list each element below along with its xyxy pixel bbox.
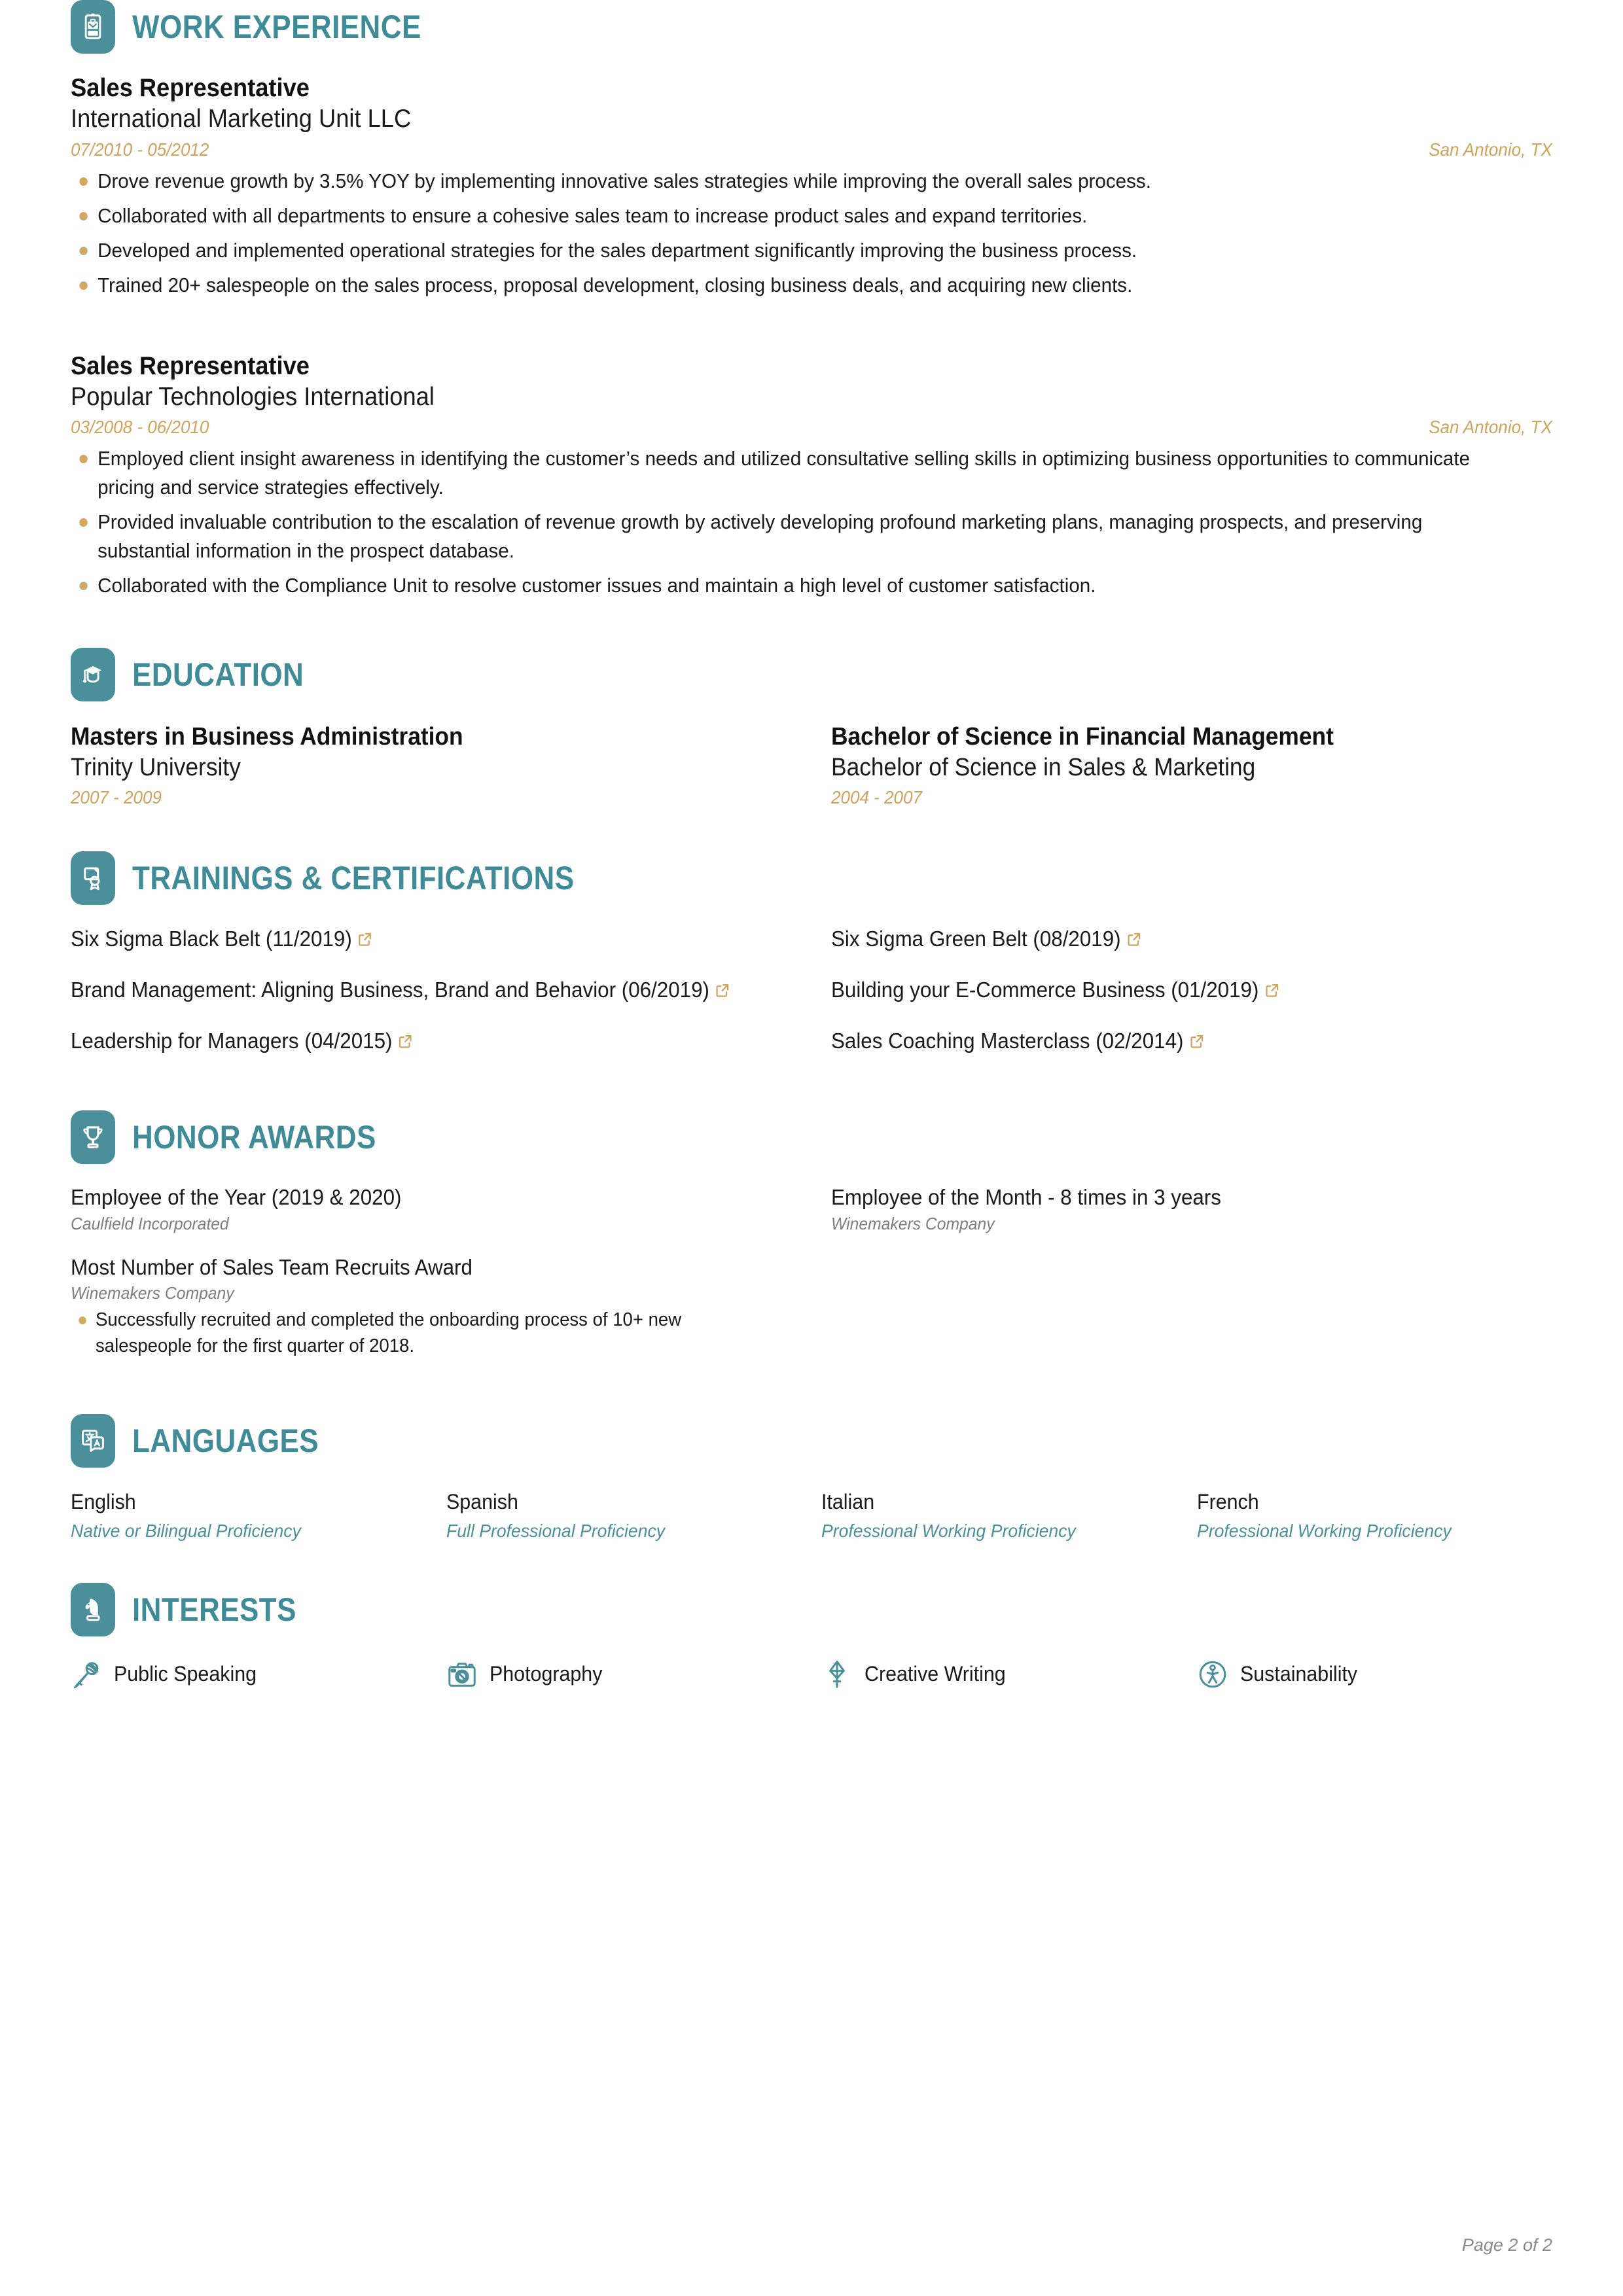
interest-label: Photography bbox=[489, 1662, 602, 1686]
bullet-item: Employed client insight awareness in identifying the customer’s needs and utilized consultative selling skills in optimizing business opportunities to communicate pricing and service strategies effectively. bbox=[71, 444, 1486, 502]
certification-label: Sales Coaching Masterclass (02/2014) bbox=[831, 1029, 1184, 1053]
bullet-item: Collaborated with the Compliance Unit to resolve customer issues and maintain a high level of customer satisfaction. bbox=[71, 571, 1486, 600]
interests-section-title: INTERESTS bbox=[132, 1591, 296, 1628]
award-title: Employee of the Year (2019 & 2020) bbox=[71, 1184, 402, 1209]
external-link-icon[interactable] bbox=[1126, 931, 1142, 947]
awards-grid bbox=[71, 1184, 1552, 1377]
award-title: Most Number of Sales Team Recruits Award bbox=[71, 1254, 473, 1279]
section-interests bbox=[71, 1583, 1552, 1690]
certification-item bbox=[831, 976, 1516, 1004]
work-entry bbox=[71, 351, 1552, 601]
education-years: 2007 - 2009 bbox=[71, 787, 162, 808]
certificate-icon bbox=[71, 851, 115, 905]
certification-label: Six Sigma Green Belt (08/2019) bbox=[831, 927, 1121, 951]
work-section-title: WORK EXPERIENCE bbox=[132, 9, 421, 45]
external-link-icon[interactable] bbox=[398, 1033, 414, 1050]
job-bullets bbox=[71, 444, 1552, 600]
fountain-pen-icon bbox=[821, 1659, 853, 1690]
company-name: Popular Technologies International bbox=[71, 382, 435, 411]
external-link-icon[interactable] bbox=[357, 931, 373, 947]
language-item bbox=[71, 1489, 427, 1543]
certification-item bbox=[831, 1027, 1516, 1055]
interest-label: Creative Writing bbox=[865, 1662, 1006, 1686]
interest-label: Public Speaking bbox=[114, 1662, 257, 1686]
trophy-icon bbox=[71, 1110, 115, 1164]
school-name: Trinity University bbox=[71, 753, 241, 781]
certification-label: Six Sigma Black Belt (11/2019) bbox=[71, 927, 352, 951]
bullet-item: Developed and implemented operational strategies for the sales department significantly improving the business process. bbox=[71, 236, 1486, 265]
interest-item bbox=[821, 1659, 1177, 1690]
recycle-person-icon bbox=[1197, 1659, 1228, 1690]
interest-item bbox=[446, 1659, 802, 1690]
awards-section-title: HONOR AWARDS bbox=[132, 1118, 376, 1156]
external-link-icon[interactable] bbox=[1189, 1033, 1205, 1050]
external-link-icon[interactable] bbox=[1264, 982, 1280, 998]
degree-title: Bachelor of Science in Financial Management bbox=[831, 723, 1334, 751]
section-languages bbox=[71, 1414, 1552, 1543]
language-name: French bbox=[1196, 1490, 1259, 1514]
camera-icon bbox=[446, 1659, 478, 1690]
certification-label: Brand Management: Aligning Business, Brand and Behavior (06/2019) bbox=[71, 978, 709, 1002]
language-name: Spanish bbox=[446, 1490, 518, 1514]
certification-item bbox=[71, 976, 756, 1004]
language-name: Italian bbox=[821, 1490, 875, 1514]
bullet-item: Provided invaluable contribution to the escalation of revenue growth by actively developing profound marketing plans, managing prospects, and preserving substantial information in the prospect database. bbox=[71, 508, 1486, 565]
company-name: International Marketing Unit LLC bbox=[71, 105, 412, 133]
interest-item bbox=[1197, 1659, 1553, 1690]
education-entry bbox=[71, 722, 792, 808]
award-organization: Caulfield Incorporated bbox=[71, 1213, 229, 1233]
work-entry bbox=[71, 73, 1552, 300]
school-name: Bachelor of Science in Sales & Marketing bbox=[831, 753, 1256, 781]
section-education bbox=[71, 648, 1552, 808]
section-trainings-certifications bbox=[71, 851, 1552, 1078]
language-level: Professional Working Proficiency bbox=[1196, 1520, 1452, 1541]
education-years: 2004 - 2007 bbox=[831, 787, 923, 808]
certification-item bbox=[831, 925, 1516, 953]
certification-item bbox=[71, 925, 756, 953]
bullet-item: Trained 20+ salespeople on the sales process, proposal development, closing business deals, and acquiring new clients. bbox=[71, 271, 1486, 300]
job-location: San Antonio, TX bbox=[1429, 417, 1552, 438]
translate-icon bbox=[71, 1414, 115, 1468]
external-link-icon[interactable] bbox=[715, 982, 731, 998]
interest-item bbox=[71, 1659, 427, 1690]
language-item bbox=[446, 1489, 802, 1543]
graduation-cap-icon bbox=[71, 648, 115, 701]
job-location: San Antonio, TX bbox=[1429, 139, 1552, 160]
chess-knight-icon bbox=[71, 1583, 115, 1636]
award-title: Employee of the Month - 8 times in 3 years bbox=[831, 1184, 1221, 1209]
award-organization: Winemakers Company bbox=[71, 1283, 234, 1303]
section-honor-awards bbox=[71, 1110, 1552, 1377]
bullet-item: Collaborated with all departments to ensure a cohesive sales team to increase product sales and expand territories. bbox=[71, 202, 1486, 230]
trainings-section-header bbox=[71, 851, 1552, 905]
certification-label: Building your E-Commerce Business (01/2019) bbox=[831, 978, 1259, 1002]
languages-grid bbox=[71, 1489, 1552, 1543]
trainings-section-title: TRAININGS & CERTIFICATIONS bbox=[132, 860, 575, 897]
interests-grid bbox=[71, 1659, 1552, 1690]
education-section-header bbox=[71, 648, 1552, 701]
award-item bbox=[71, 1254, 792, 1360]
education-grid bbox=[71, 722, 1552, 808]
work-section-header bbox=[71, 0, 1552, 54]
degree-title: Masters in Business Administration bbox=[71, 723, 463, 751]
languages-section-header bbox=[71, 1414, 1552, 1468]
job-dates: 07/2010 - 05/2012 bbox=[71, 139, 209, 160]
language-name: English bbox=[71, 1490, 136, 1514]
job-dates: 03/2008 - 06/2010 bbox=[71, 417, 209, 438]
job-meta bbox=[71, 139, 1552, 160]
language-level: Native or Bilingual Proficiency bbox=[71, 1520, 301, 1541]
certification-item bbox=[71, 1027, 756, 1055]
award-item bbox=[71, 1184, 792, 1235]
interests-section-header bbox=[71, 1583, 1552, 1636]
page-footer: Page 2 of 2 bbox=[1461, 2235, 1552, 2255]
job-title: Sales Representative bbox=[71, 351, 310, 380]
language-item bbox=[821, 1489, 1177, 1543]
education-entry bbox=[831, 722, 1552, 808]
language-level: Professional Working Proficiency bbox=[821, 1520, 1076, 1541]
section-work-experience bbox=[71, 0, 1552, 600]
awards-section-header bbox=[71, 1110, 1552, 1164]
briefcase-icon bbox=[71, 0, 115, 54]
job-meta bbox=[71, 417, 1552, 438]
award-item bbox=[831, 1184, 1552, 1235]
award-bullets bbox=[71, 1307, 792, 1359]
certification-label: Leadership for Managers (04/2015) bbox=[71, 1029, 393, 1053]
interest-label: Sustainability bbox=[1240, 1662, 1357, 1686]
award-organization: Winemakers Company bbox=[831, 1213, 995, 1233]
bullet-item: Drove revenue growth by 3.5% YOY by implementing innovative sales strategies while improving the overall sales process. bbox=[71, 167, 1486, 196]
languages-section-title: LANGUAGES bbox=[132, 1422, 319, 1460]
language-item bbox=[1197, 1489, 1553, 1543]
microphone-icon bbox=[71, 1659, 102, 1690]
education-section-title: EDUCATION bbox=[132, 656, 304, 694]
language-level: Full Professional Proficiency bbox=[446, 1520, 665, 1541]
job-title: Sales Representative bbox=[71, 74, 310, 102]
certifications-grid bbox=[71, 925, 1552, 1078]
bullet-item: Successfully recruited and completed the onboarding process of 10+ new salespeople for the first quarter of 2018. bbox=[71, 1307, 756, 1359]
job-bullets bbox=[71, 167, 1552, 300]
